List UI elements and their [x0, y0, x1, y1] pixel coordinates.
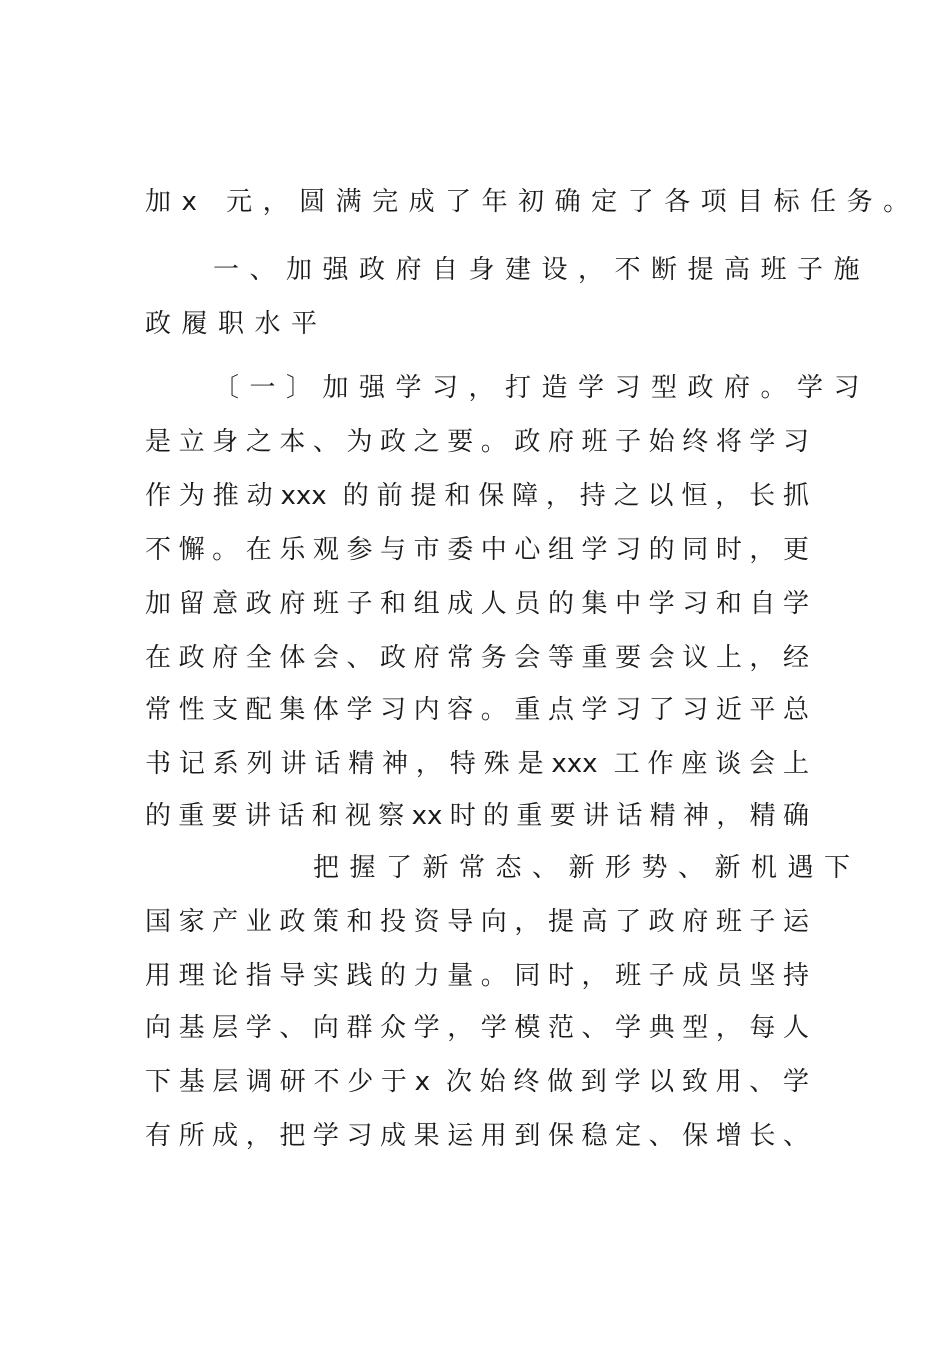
- text-line: 常性支配集体学习内容。重点学习了习近平总: [145, 695, 809, 725]
- text-line: 不懈。在乐观参与市委中心组学习的同时，更: [145, 535, 809, 565]
- text-line: 加留意政府班子和组成人员的集中学习和自学: [145, 589, 809, 619]
- text-line: 下基层调研不少于x 次始终做到学以致用、学: [145, 1067, 809, 1097]
- subsection-heading: 〔一〕加强学习，打造学习型政府。学习: [213, 373, 871, 403]
- text-line: 有所成，把学习成果运用到保稳定、保增长、: [145, 1121, 809, 1151]
- text-line: 作为推动xxx 的前提和保障，持之以恒，长抓: [145, 481, 809, 511]
- text-line: 国家产业政策和投资导向，提高了政府班子运: [145, 907, 809, 937]
- text-line: 用理论指导实践的力量。同时，班子成员坚持: [145, 961, 809, 991]
- text-line: 书记系列讲话精神，特殊是xxx 工作座谈会上: [145, 749, 809, 779]
- text-line: 把握了新常态、新形势、新机遇下: [313, 853, 861, 883]
- text-line: 向基层学、向群众学，学模范、学典型，每人: [145, 1013, 809, 1043]
- section-heading-continuation: 政履职水平: [145, 309, 328, 339]
- text-line: 是立身之本、为政之要。政府班子始终将学习: [145, 427, 809, 457]
- text-line: 的重要讲话和视察xx时的重要讲话精神，精确: [145, 801, 809, 831]
- text-line: 加x 元，圆满完成了年初确定了各项目标任务。: [145, 187, 920, 217]
- text-line: 在政府全体会、政府常务会等重要会议上，经: [145, 643, 809, 673]
- section-heading: 一、加强政府自身建设，不断提高班子施: [213, 255, 871, 285]
